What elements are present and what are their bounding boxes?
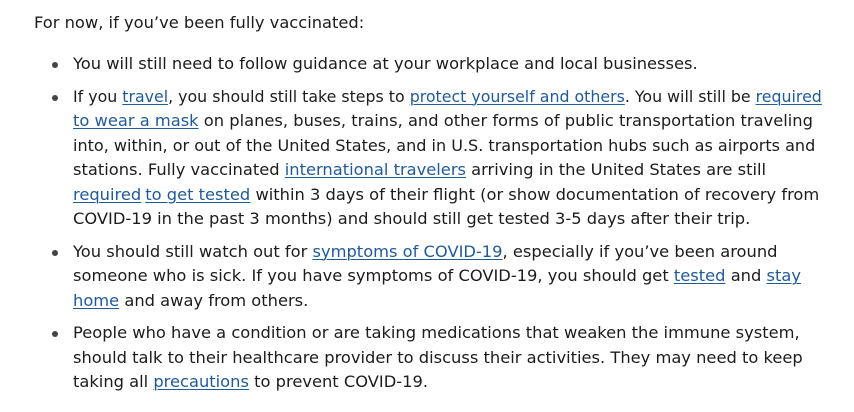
item-line <box>73 183 824 208</box>
item-line: People who have a condition or are taking medications that weaken the immune system, <box>73 323 800 342</box>
tested-link[interactable]: tested <box>673 266 726 285</box>
international-travelers-link[interactable]: international travelers <box>284 160 466 179</box>
text-segment: within 3 days of their flight (or show documentation of recovery from <box>250 184 820 204</box>
vaccinated-guidance-list <box>34 52 824 395</box>
item-line: into, within, or out of the United States, and in U.S. transportation hubs such as airports and <box>73 135 816 155</box>
bullet-icon <box>52 62 58 68</box>
item-line <box>73 289 824 314</box>
item-line <box>73 109 824 134</box>
text-segment: , you should still take steps to <box>168 86 410 106</box>
bullet-icon <box>52 250 58 256</box>
stay-home-link-cont[interactable]: home <box>73 290 120 310</box>
mask-required-link[interactable]: required <box>755 86 822 106</box>
item-line <box>73 370 824 395</box>
required-to-get-tested-link-cont[interactable]: to get tested <box>145 184 251 204</box>
precautions-link[interactable]: precautions <box>153 372 249 391</box>
text-segment: stations. Fully vaccinated <box>73 160 285 179</box>
list-item <box>34 85 824 232</box>
text-segment: to prevent COVID-19. <box>248 372 429 391</box>
article-content <box>34 11 824 403</box>
text-segment: . You will still be <box>624 86 756 106</box>
text-segment: , especially if you’ve been around <box>502 241 778 261</box>
bullet-icon <box>52 331 58 337</box>
text-segment: You should still watch out for <box>73 241 313 261</box>
travel-link[interactable]: travel <box>122 86 169 106</box>
list-item <box>34 321 824 395</box>
list-item <box>34 240 824 314</box>
item-line <box>73 158 824 183</box>
protect-yourself-link[interactable]: protect yourself and others <box>409 86 625 106</box>
text-segment: arriving in the United States are still <box>466 160 767 179</box>
item-text: You will still need to follow guidance at your workplace and local businesses. <box>73 54 698 73</box>
text-segment: taking all <box>73 372 154 391</box>
list-item <box>34 52 824 77</box>
intro-text: For now, if you’ve been fully vaccinated: <box>34 13 365 32</box>
symptoms-link[interactable]: symptoms of COVID-19 <box>312 241 503 261</box>
stay-home-link[interactable]: stay <box>766 266 801 285</box>
required-to-get-tested-link[interactable]: required <box>73 184 142 204</box>
text-segment: and away from others. <box>119 290 309 310</box>
text-segment: If you <box>73 86 123 106</box>
text-segment: and <box>725 266 767 285</box>
bullet-icon <box>52 95 58 101</box>
item-line <box>73 85 824 110</box>
item-line: COVID-19 in the past 3 months) and should still get tested 3-5 days after their trip. <box>73 209 751 228</box>
item-line: should talk to their healthcare provider to discuss their activities. They may need to keep <box>73 347 803 367</box>
mask-required-link-cont[interactable]: to wear a mask <box>73 111 199 130</box>
item-line <box>73 264 824 289</box>
item-line <box>73 240 824 265</box>
text-segment: on planes, buses, trains, and other forms of public transportation traveling <box>198 111 813 130</box>
text-segment: someone who is sick. If you have symptoms of COVID-19, you should get <box>73 266 674 285</box>
